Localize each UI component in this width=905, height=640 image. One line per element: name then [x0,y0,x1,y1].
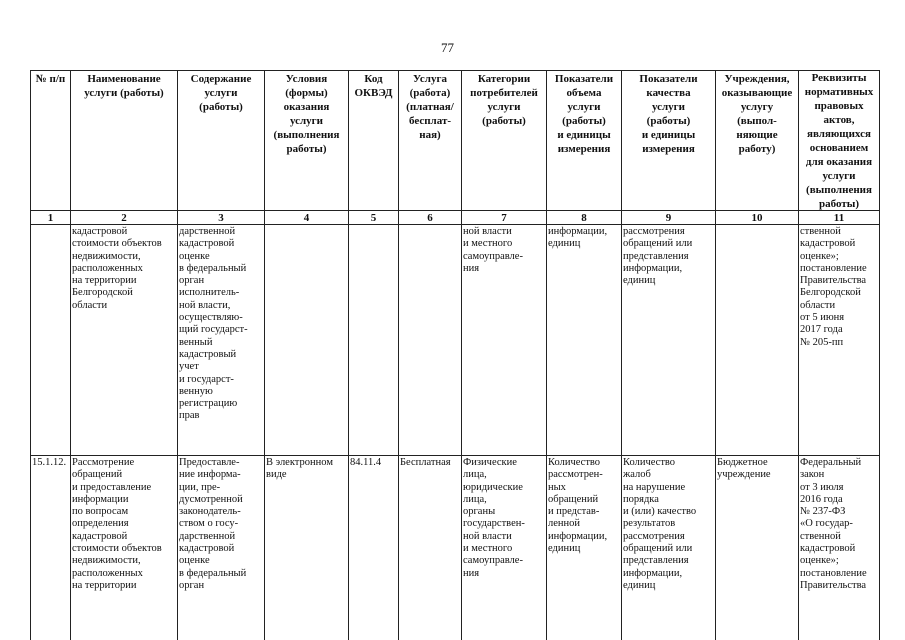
column-number: 4 [303,212,310,224]
table-cell: Федеральный закон от 3 июля 2016 года № 237-ФЗ «О государ- ственной кадастровой оценке»; постановление Правительства [800,457,867,591]
column-number: 10 [751,212,763,224]
table-cell: Рассмотрение обращений и предоставление информации по вопросам определения кадастровой стоимости объектов недвижимости, расположенных на территории [72,457,162,591]
column-number: 9 [665,212,672,224]
table-cell: 84.11.4 [350,457,382,468]
column-header: № п/п [35,73,66,85]
column-number: 6 [427,212,433,224]
column-number: 7 [501,212,507,224]
table-cell: Предоставле- ние информа- ции, пре- дусмотренной законодатель- ством о госу- дарственной кадастровой оценке в федеральный орган [179,457,247,591]
table-cell: ной власти и местного самоуправле- ния [463,226,523,274]
table-cell: Количество жалоб на нарушение порядка и (или) качество результатов рассмотрения обращений или представления информации, единиц [623,457,697,591]
table-cell: Бесплатная [400,457,451,468]
table-cell: Количество рассмотрен- ных обращений и предстaв- ленной информации, единиц [548,457,608,555]
column-header: Код ОКВЭД [354,73,393,99]
table-cell: Физические лица, юридические лица, органы государствен- ной власти и местного самоуправле- ния [463,457,525,579]
column-header: Категории потребителей услуги (работы) [470,73,538,127]
column-number: 5 [370,212,377,224]
column-header: Учреждения, оказывающие услугу (выпол- няющие работу) [721,73,793,155]
table-cell: дарственной кадастровой оценке в федеральный орган исполнитель- ной власти, осуществляю- щий государст- венный кадастровый учет и государст- венную регистрацию прав [179,226,248,422]
table-cell: ственной кадастровой оценке»; постановление Правительства Белгородской области от 5 июня 2017 года № 205-пп [800,226,867,348]
column-header: Показатели качества услуги (работы) и единицы измерения [639,73,698,155]
column-header: Содержание услуги (работы) [190,73,252,113]
table-cell: рассмотрения обращений или представления информации, единиц [623,226,693,287]
column-number: 11 [833,212,845,224]
services-table [30,70,880,640]
column-header: Услуга (работа) (платная/ бесплат- ная) [406,73,454,141]
column-number: 8 [581,212,587,224]
table-cell: В электронном виде [266,457,333,481]
column-number: 2 [121,212,127,224]
column-number: 1 [47,212,54,224]
page-number: 77 [441,40,454,55]
table-cell: кадастровой стоимости объектов недвижимости, расположенных на территории Белгородской области [72,226,162,311]
table-cell: Бюджетное учреждение [717,457,771,481]
column-header: Наименование услуги (работы) [84,73,164,99]
row-number: 15.1.12. [32,457,67,468]
column-header: Показатели объема услуги (работы) и единицы измерения [554,73,614,155]
column-header: Условия (формы) оказания услуги (выполнения работы) [273,73,340,155]
column-header: Реквизиты нормативных правовых актов, являющихся основанием для оказания услуги (выполнения работы) [804,72,874,210]
table-cell: информации, единиц [548,226,608,250]
column-number: 3 [218,212,224,224]
